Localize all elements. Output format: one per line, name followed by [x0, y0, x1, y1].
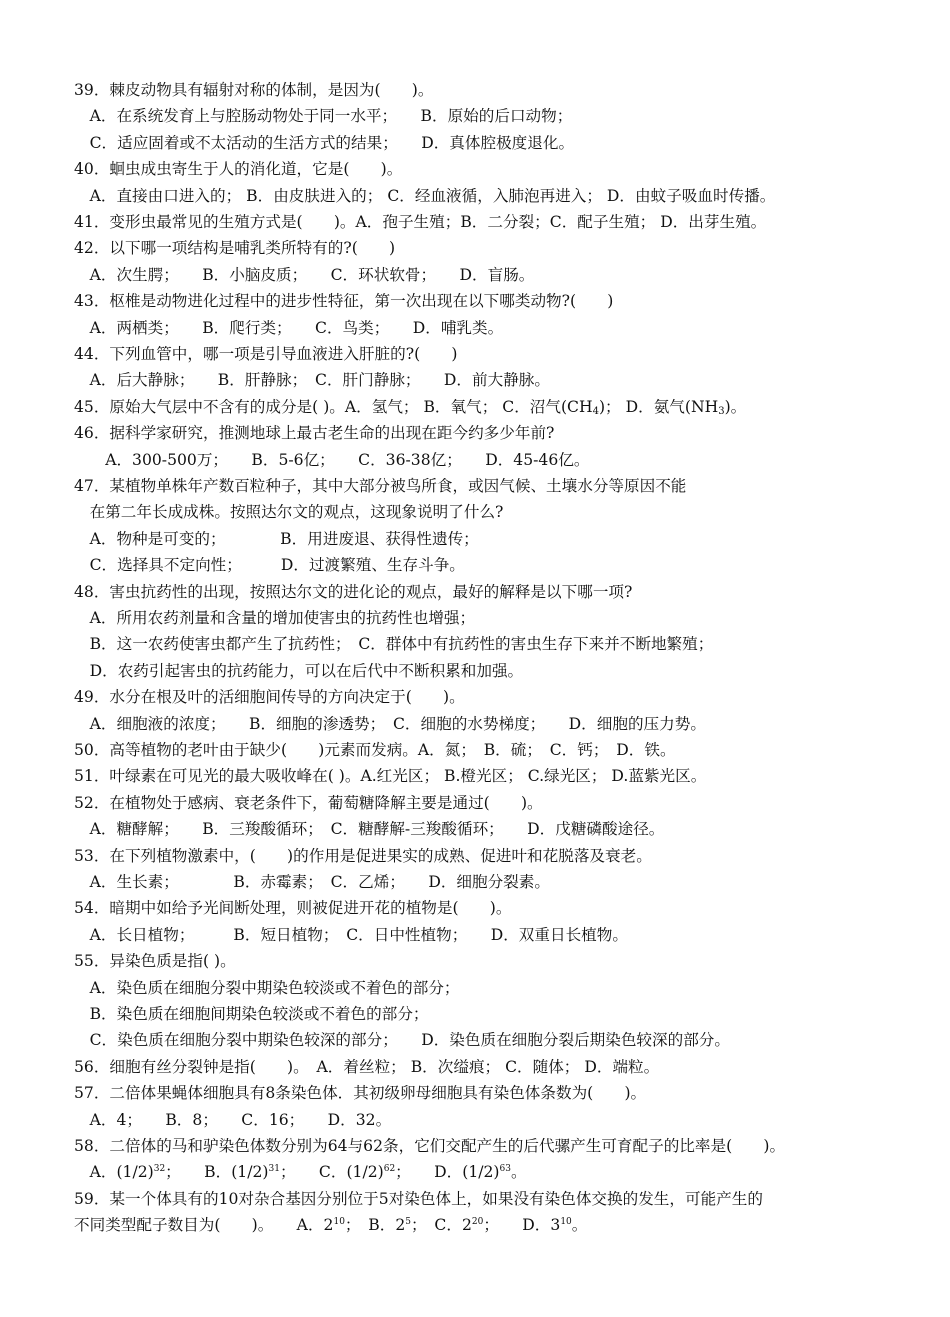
question-44-line: A．后大静脉； B．肝静脉； C．肝门静脉； D．前大静脉。: [74, 371, 550, 389]
question-40-line: A．直接由口进入的； B．由皮肤进入的； C．经血液循，入肺泡再进入； D．由蚊子吸血时传播。: [74, 187, 776, 205]
question-47-stem: 47．某植物单株年产数百粒种子，其中大部分被鸟所食，或因气候、土壤水分等原因不能: [74, 477, 687, 495]
question-43-line: A．两栖类； B．爬行类； C．鸟类； D．哺乳类。: [74, 319, 504, 337]
question-52-line: A．糖酵解； B．三羧酸循环； C．糖酵解-三羧酸循环； D．戊糖磷酸途径。: [74, 820, 665, 838]
question-54-stem: 54．暗期中如给予光间断处理，则被促进开花的植物是( )。: [74, 899, 512, 917]
question-47-line: A．物种是可变的； B．用进废退、获得性遗传；: [74, 530, 479, 548]
question-39-line: C．适应固着或不太活动的生活方式的结果； D．真体腔极度退化。: [74, 134, 575, 152]
question-53-stem: 53．在下列植物激素中，( )的作用是促进果实的成熟、促进叶和花脱落及衰老。: [74, 847, 652, 865]
question-57-stem: 57．二倍体果蝇体细胞具有8条染色体．其初级卵母细胞具有染色体条数为( )。: [74, 1084, 647, 1102]
question-45-stem: 45．原始大气层中不含有的成分是( )。A．氢气； B．氧气； C．沼气$(CH_4)$； D．氨气$(NH_3)$。: [74, 398, 747, 417]
question-55-line: B．染色质在细胞间期染色较淡或不着色的部分；: [74, 1005, 429, 1023]
question-50-stem: 50．高等植物的老叶由于缺少( )元素而发病。A．氮； B．硫； C．钙； D．铁。: [74, 741, 676, 759]
question-48-line: B．这一农药使害虫都产生了抗药性； C．群体中有抗药性的害虫生存下来并不断地繁殖；: [74, 635, 714, 653]
question-58-stem: 58．二倍体的马和驴染色体数分别为64与62条，它们交配产生的后代骡产生可育配子的比率是( )。: [74, 1137, 786, 1155]
question-41-stem: 41．变形虫最常见的生殖方式是( )。A．孢子生殖；B．二分裂；C．配子生殖； D．出芽生殖。: [74, 213, 767, 231]
question-51-stem: 51．叶绿素在可见光的最大吸收峰在( )。A.红光区； B.橙光区； C.绿光区； D.蓝紫光区。: [74, 767, 707, 785]
question-59-stem: 59．某一个体具有的10对杂合基因分别位于5对染色体上，如果没有染色体交换的发生，可能产生的: [74, 1190, 763, 1208]
question-53-line: A．生长素； B．赤霉素； C．乙烯； D．细胞分裂素。: [74, 873, 550, 891]
question-42-stem: 42．以下哪一项结构是哺乳类所特有的?( ): [74, 239, 396, 257]
question-58-line: A．$(1/2)^{32}$； B．$(1/2)^{31}$； C．$(1/2)^{62}$； D．$(1/2)^{63}$。: [74, 1163, 527, 1181]
question-47-line: 在第二年长成成株。按照达尔文的观点，这现象说明了什么?: [74, 503, 504, 521]
question-49-stem: 49．水分在根及叶的活细胞间传导的方向决定于( )。: [74, 688, 465, 706]
question-44-stem: 44．下列血管中，哪一项是引导血液进入肝脏的?( ): [74, 345, 458, 363]
question-55-line: A．染色质在细胞分裂中期染色较淡或不着色的部分；: [74, 979, 460, 997]
question-40-stem: 40．蛔虫成虫寄生于人的消化道，它是( )。: [74, 160, 403, 178]
question-55-line: C．染色质在细胞分裂中期染色较深的部分； D．染色质在细胞分裂后期染色较深的部分。: [74, 1031, 730, 1049]
question-46-stem: 46．据科学家研究，推测地球上最古老生命的出现在距今约多少年前?: [74, 424, 555, 442]
question-54-line: A．长日植物； B．短日植物； C．日中性植物； D．双重日长植物。: [74, 926, 628, 944]
question-39-line: A．在系统发育上与腔肠动物处于同一水平； B．原始的后口动物；: [74, 107, 573, 125]
question-52-stem: 52．在植物处于感病、衰老条件下，葡萄糖降解主要是通过( )。: [74, 794, 543, 812]
question-56-stem: 56．细胞有丝分裂钟是指( )。 A．着丝粒； B．次缢痕； C．随体； D．端粒。: [74, 1058, 660, 1076]
question-49-line: A．细胞液的浓度； B．细胞的渗透势； C．细胞的水势梯度； D．细胞的压力势。: [74, 715, 706, 733]
question-46-line: A．300-500万； B．5-6亿； C．36-38亿； D．45-46亿。: [74, 451, 590, 469]
question-39-stem: 39．棘皮动物具有辐射对称的体制，是因为( )。: [74, 81, 434, 99]
question-59-line: 不同类型配子数目为( )。 A．$2^{10}$； B．$2^5$； C．$2^{20}$； D．$3^{10}$。: [74, 1216, 588, 1234]
question-42-line: A．次生腭； B．小脑皮质； C．环状软骨； D．盲肠。: [74, 266, 535, 284]
question-55-stem: 55．异染色质是指( )。: [74, 952, 236, 970]
question-43-stem: 43．枢椎是动物进化过程中的进步性特征，第一次出现在以下哪类动物?( ): [74, 292, 614, 310]
question-48-line: A．所用农药剂量和含量的增加使害虫的抗药性也增强；: [74, 609, 476, 627]
question-48-line: D．农药引起害虫的抗药能力，可以在后代中不断积累和加强。: [74, 662, 524, 680]
question-57-line: A．4； B．8； C．16； D．32。: [74, 1111, 392, 1129]
question-48-stem: 48．害虫抗药性的出现，按照达尔文的进化论的观点，最好的解释是以下哪一项?: [74, 583, 633, 601]
question-47-line: C．选择具不定向性； D．过渡繁殖、生存斗争。: [74, 556, 465, 574]
